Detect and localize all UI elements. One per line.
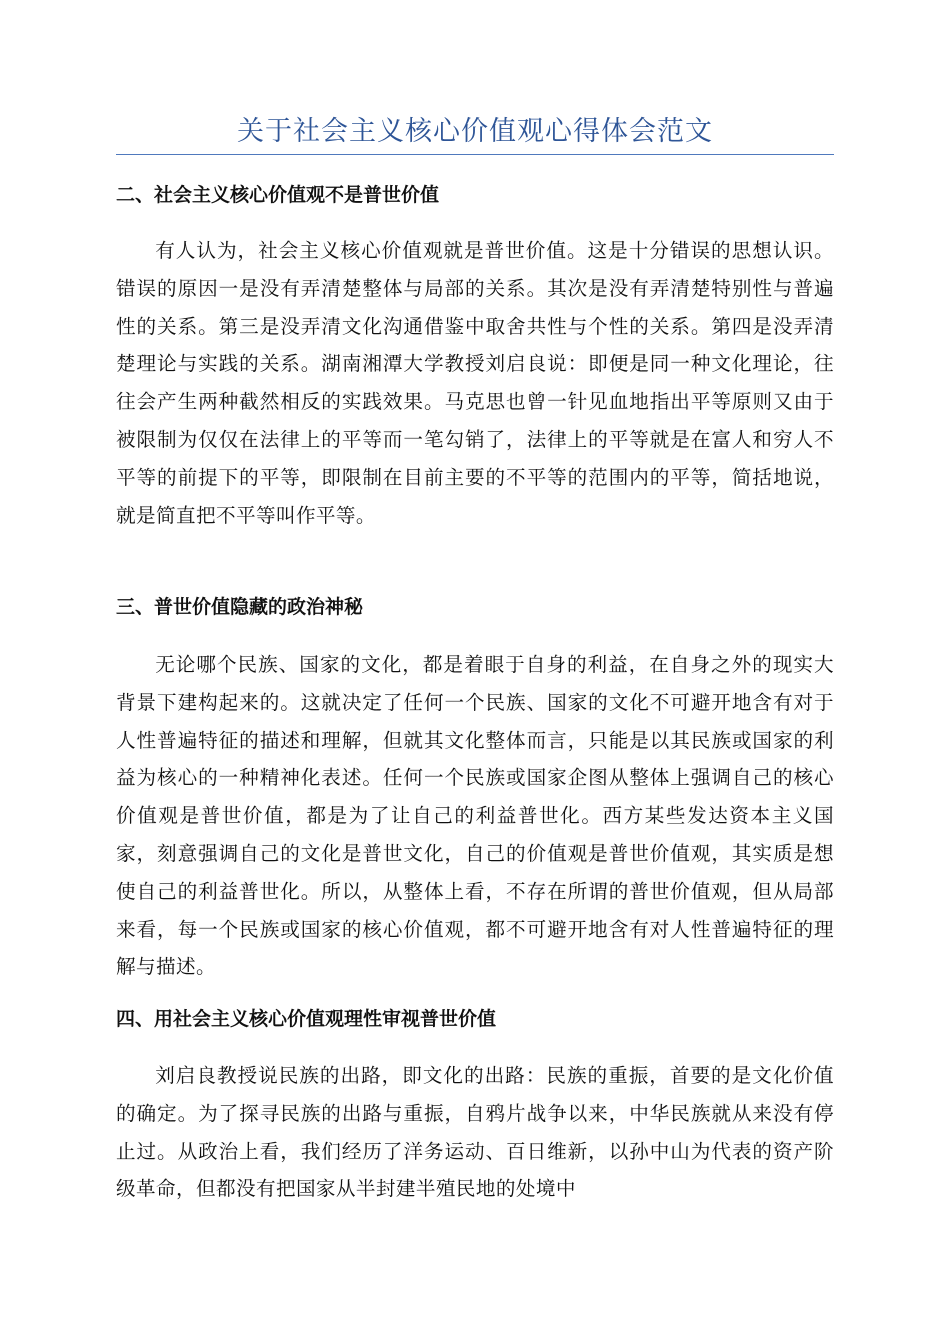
document-title: 关于社会主义核心价值观心得体会范文 <box>237 116 713 147</box>
section-heading: 四、用社会主义核心价值观理性审视普世价值 <box>116 1008 497 1030</box>
section-3 <box>116 593 834 986</box>
section-paragraph: 无论哪个民族、国家的文化，都是着眼于自身的利益，在自身之外的现实大背景下建构起来的。这就决定了任何一个民族、国家的文化不可避开地含有对于人性普遍特征的描述和理解，但就其文化整体而言，只能是以其民族或国家的利益为核心的一种精神化表述。任何一个民族或国家企图从整体上强调自己的核心价值观是普世价值，都是为了让自己的利益普世化。西方某些发达资本主义国家，刻意强调自己的文化是普世文化，自己的价值观是普世价值观，其实质是想使自己的利益普世化。所以，从整体上看，不存在所谓的普世价值观，但从局部来看，每一个民族或国家的核心价值观，都不可避开地含有对人性普遍特征的理解与描述。 <box>116 653 834 979</box>
title-underline <box>116 154 834 155</box>
section-paragraph: 刘启良教授说民族的出路，即文化的出路：民族的重振，首要的是文化价值的确定。为了探寻民族的出路与重振，自鸦片战争以来，中华民族就从来没有停止过。从政治上看，我们经历了洋务运动、百日维新，以孙中山为代表的资产阶级革命，但都没有把国家从半封建半殖民地的处境中 <box>116 1064 834 1201</box>
section-4 <box>116 1005 834 1208</box>
section-2 <box>116 181 834 534</box>
section-heading: 二、社会主义核心价值观不是普世价值 <box>116 184 440 206</box>
section-paragraph: 有人认为，社会主义核心价值观就是普世价值。这是十分错误的思想认识。错误的原因一是没有弄清楚整体与局部的关系。其次是没有弄清楚特别性与普遍性的关系。第三是没弄清文化沟通借鉴中取舍共性与个性的关系。第四是没弄清楚理论与实践的关系。湖南湘潭大学教授刘启良说：即便是同一种文化理论，往往会产生两种截然相反的实践效果。马克思也曾一针见血地指出平等原则又由于被限制为仅仅在法律上的平等而一笔勾销了，法律上的平等就是在富人和穷人不平等的前提下的平等，即限制在目前主要的不平等的范围内的平等，简括地说，就是简直把不平等叫作平等。 <box>116 239 834 527</box>
section-heading: 三、普世价值隐藏的政治神秘 <box>116 596 364 618</box>
